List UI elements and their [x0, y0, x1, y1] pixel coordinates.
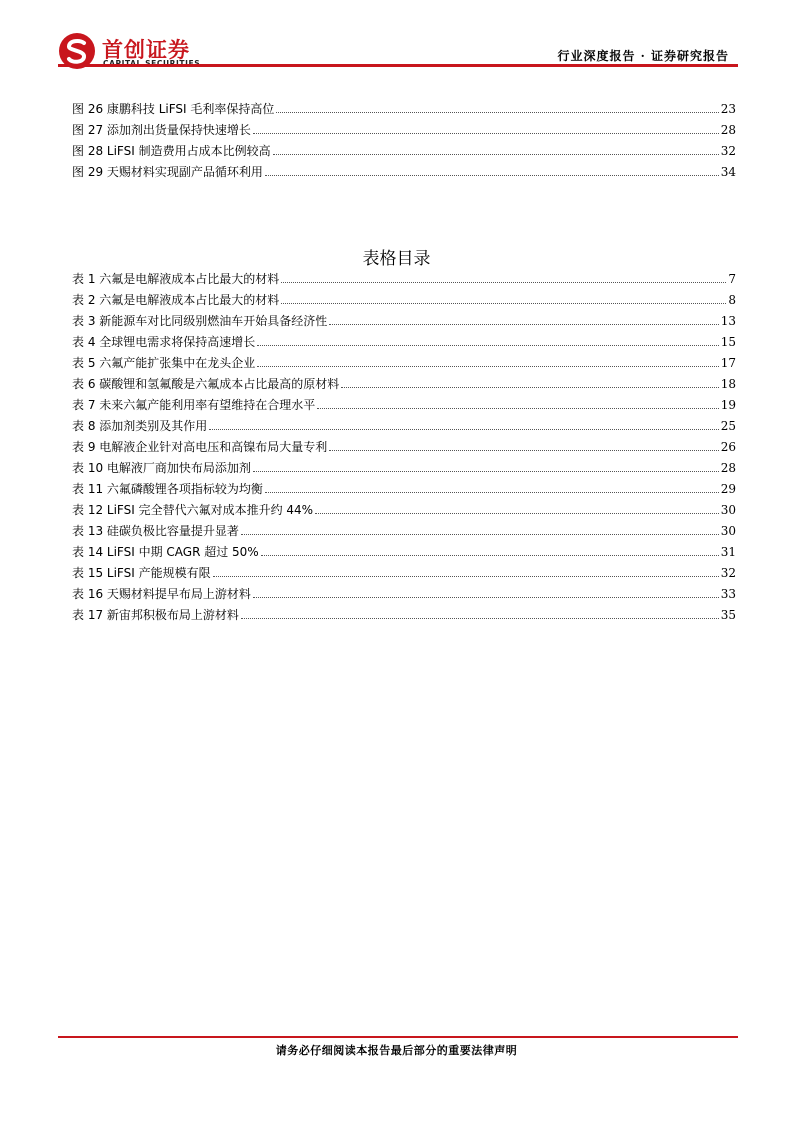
toc-leader [315, 512, 719, 514]
toc-entry-label: 表 5 六氟产能扩张集中在龙头企业 [72, 356, 256, 370]
report-type: 行业深度报告 · 证券研究报告 [557, 49, 729, 63]
toc-entry-page: 28 [720, 461, 736, 475]
toc-leader [253, 470, 719, 472]
toc-entry-page: 33 [720, 587, 736, 601]
toc-entry-label: 图 27 添加剂出货量保持快速增长 [72, 123, 251, 137]
toc-entry-label: 表 16 天赐材料提早布局上游材料 [72, 587, 251, 601]
toc-entry[interactable] [72, 374, 736, 395]
toc-entry[interactable] [72, 563, 736, 584]
toc-entry-page: 18 [720, 377, 736, 391]
toc-leader [241, 617, 719, 619]
toc-entry-label: 表 4 全球锂电需求将保持高速增长 [72, 335, 256, 349]
toc-entry[interactable] [72, 584, 736, 605]
toc-entry-label: 表 15 LiFSI 产能规模有限 [72, 566, 211, 580]
toc-entry[interactable] [72, 120, 736, 141]
toc-entry-label: 表 3 新能源车对比同级别燃油车开始具备经济性 [72, 314, 328, 328]
toc-entry-page: 31 [720, 545, 736, 559]
toc-leader [261, 554, 719, 556]
toc-entry-page: 35 [720, 608, 736, 622]
toc-leader [213, 575, 719, 577]
toc-entry-label: 表 2 六氟是电解液成本占比最大的材料 [72, 293, 280, 307]
toc-entry-label: 图 28 LiFSI 制造费用占成本比例较高 [72, 144, 271, 158]
toc-entry-page: 15 [720, 335, 736, 349]
toc-entry[interactable] [72, 395, 736, 416]
toc-entry-label: 表 14 LiFSI 中期 CAGR 超过 50% [72, 545, 259, 559]
toc-entry-label: 表 7 未来六氟产能利用率有望维持在合理水平 [72, 398, 316, 412]
toc-leader [281, 302, 726, 304]
page-header [0, 0, 793, 70]
toc-entry-label: 表 10 电解液厂商加快布局添加剂 [72, 461, 251, 475]
toc-entry-page: 23 [720, 102, 736, 116]
toc-leader [329, 449, 718, 451]
toc-entry-label: 表 17 新宙邦积极布局上游材料 [72, 608, 239, 622]
toc-entry[interactable] [72, 500, 736, 521]
toc-entry-page: 32 [720, 566, 736, 580]
toc-leader [341, 386, 718, 388]
toc-entry-page: 13 [720, 314, 736, 328]
toc-entry-page: 7 [728, 272, 736, 286]
toc-entry[interactable] [72, 332, 736, 353]
toc-leader [317, 407, 718, 409]
toc-entry-page: 30 [720, 503, 736, 517]
toc-entry-label: 表 1 六氟是电解液成本占比最大的材料 [72, 272, 280, 286]
toc-entry-page: 25 [720, 419, 736, 433]
footer-disclaimer: 请务必仔细阅读本报告最后部分的重要法律声明 [275, 1044, 518, 1057]
toc-entry-label: 图 29 天赐材料实现副产品循环利用 [72, 165, 263, 179]
toc-entry[interactable] [72, 479, 736, 500]
footer-divider [58, 1036, 738, 1038]
toc-entry[interactable] [72, 605, 736, 626]
toc-entry[interactable] [72, 416, 736, 437]
toc-entry-page: 32 [720, 144, 736, 158]
toc-leader [253, 132, 719, 134]
toc-entry[interactable] [72, 311, 736, 332]
toc-leader [273, 153, 719, 155]
toc-entry[interactable] [72, 290, 736, 311]
toc-entry-page: 26 [720, 440, 736, 454]
toc-leader [241, 533, 719, 535]
toc-entry-page: 30 [720, 524, 736, 538]
toc-entry-page: 8 [728, 293, 736, 307]
toc-entry[interactable] [72, 521, 736, 542]
toc-entry-label: 表 6 碳酸锂和氢氟酸是六氟成本占比最高的原材料 [72, 377, 340, 391]
toc-entry-label: 表 13 硅碳负极比容量提升显著 [72, 524, 239, 538]
toc-entry-label: 表 8 添加剂类别及其作用 [72, 419, 208, 433]
toc-leader [257, 365, 718, 367]
toc-leader [281, 281, 726, 283]
toc-leader [329, 323, 718, 325]
toc-leader [276, 111, 718, 113]
toc-leader [265, 491, 719, 493]
toc-entry[interactable] [72, 99, 736, 120]
toc-entry-page: 34 [720, 165, 736, 179]
toc-entry[interactable] [72, 141, 736, 162]
brand-name-cn: 首创证券 [102, 38, 190, 62]
toc-entry-label: 表 9 电解液企业针对高电压和高镍布局大量专利 [72, 440, 328, 454]
toc-entry[interactable] [72, 458, 736, 479]
toc-entry[interactable] [72, 542, 736, 563]
toc-entry-page: 19 [720, 398, 736, 412]
figure-toc-list [72, 99, 736, 183]
table-toc-list [72, 269, 736, 626]
header-divider [58, 64, 738, 67]
toc-entry-label: 表 12 LiFSI 完全替代六氟对成本推升约 44% [72, 503, 314, 517]
toc-entry-page: 28 [720, 123, 736, 137]
toc-entry[interactable] [72, 269, 736, 290]
toc-entry-label: 图 26 康鹏科技 LiFSI 毛利率保持高位 [72, 102, 275, 116]
toc-leader [209, 428, 718, 430]
toc-leader [257, 344, 718, 346]
table-toc-title: 表格目录 [362, 249, 431, 269]
toc-leader [265, 174, 719, 176]
toc-entry-label: 表 11 六氟磷酸锂各项指标较为均衡 [72, 482, 263, 496]
toc-leader [253, 596, 719, 598]
toc-entry-page: 29 [720, 482, 736, 496]
toc-entry-page: 17 [720, 356, 736, 370]
toc-entry[interactable] [72, 162, 736, 183]
toc-entry[interactable] [72, 437, 736, 458]
toc-entry[interactable] [72, 353, 736, 374]
